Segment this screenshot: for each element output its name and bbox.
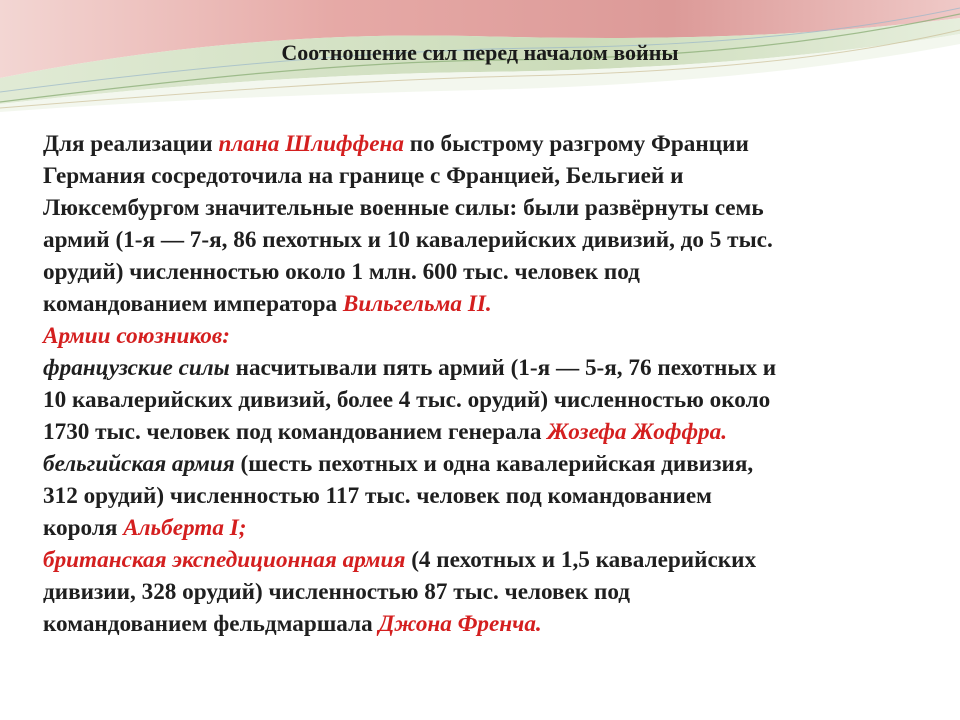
text-line-1 xyxy=(43,128,923,160)
slide-title: Соотношение сил перед началом войны xyxy=(281,40,679,65)
text-line-15: дивизии, 328 орудий) численностью 87 тыс. человек под xyxy=(43,579,631,605)
text-line-3: Люксембургом значительные военные силы: были развёрнуты семь xyxy=(43,195,764,221)
text-span: по быстрому разгрому Франции xyxy=(403,131,749,157)
text-span: Для реализации xyxy=(43,131,219,157)
text-span: (4 пехотных и 1,5 кавалерийских xyxy=(405,547,757,573)
belgian-army-label: бельгийская армия xyxy=(43,451,235,477)
french-forces-label: французские силы xyxy=(43,355,230,381)
text-line-6 xyxy=(43,288,923,320)
wilhelm-name: Вильгельма II. xyxy=(342,291,492,317)
text-span: (шесть пехотных и одна кавалерийская дивизия, xyxy=(234,451,754,477)
text-line-4: армий (1-я — 7-я, 86 пехотных и 10 кавалерийских дивизий, до 5 тыс. xyxy=(43,227,773,253)
plan-schlieffen-link: плана Шлиффена xyxy=(218,131,404,157)
text-line-12: 312 орудий) численностью 117 тыс. человек под командованием xyxy=(43,483,712,509)
french-name: Джона Френча. xyxy=(378,611,542,637)
text-line-5: орудий) численностью около 1 млн. 600 тыс. человек под xyxy=(43,259,640,285)
text-line-16 xyxy=(43,608,923,640)
text-line-14 xyxy=(43,544,923,576)
text-line-13 xyxy=(43,512,923,544)
text-line-9: 10 кавалерийских дивизий, более 4 тыс. орудий) численностью около xyxy=(43,387,771,413)
text-span: 1730 тыс. человек под командованием генерала xyxy=(43,419,548,445)
text-span: короля xyxy=(43,515,124,541)
text-line-10 xyxy=(43,416,923,448)
british-army-label: британская экспедиционная армия xyxy=(43,547,406,573)
body-text xyxy=(43,128,923,640)
albert-name: Альберта I; xyxy=(123,515,247,541)
text-line-11 xyxy=(43,448,923,480)
text-line-2: Германия сосредоточила на границе с Францией, Бельгией и xyxy=(43,163,684,189)
text-line-8 xyxy=(43,352,923,384)
allies-heading: Армии союзников: xyxy=(43,323,230,349)
text-span: командованием императора xyxy=(43,291,343,317)
text-span: командованием фельдмаршала xyxy=(43,611,379,637)
text-span: насчитывали пять армий (1-я — 5-я, 76 пехотных и xyxy=(229,355,777,381)
joffre-name: Жозефа Жоффра. xyxy=(547,419,728,445)
